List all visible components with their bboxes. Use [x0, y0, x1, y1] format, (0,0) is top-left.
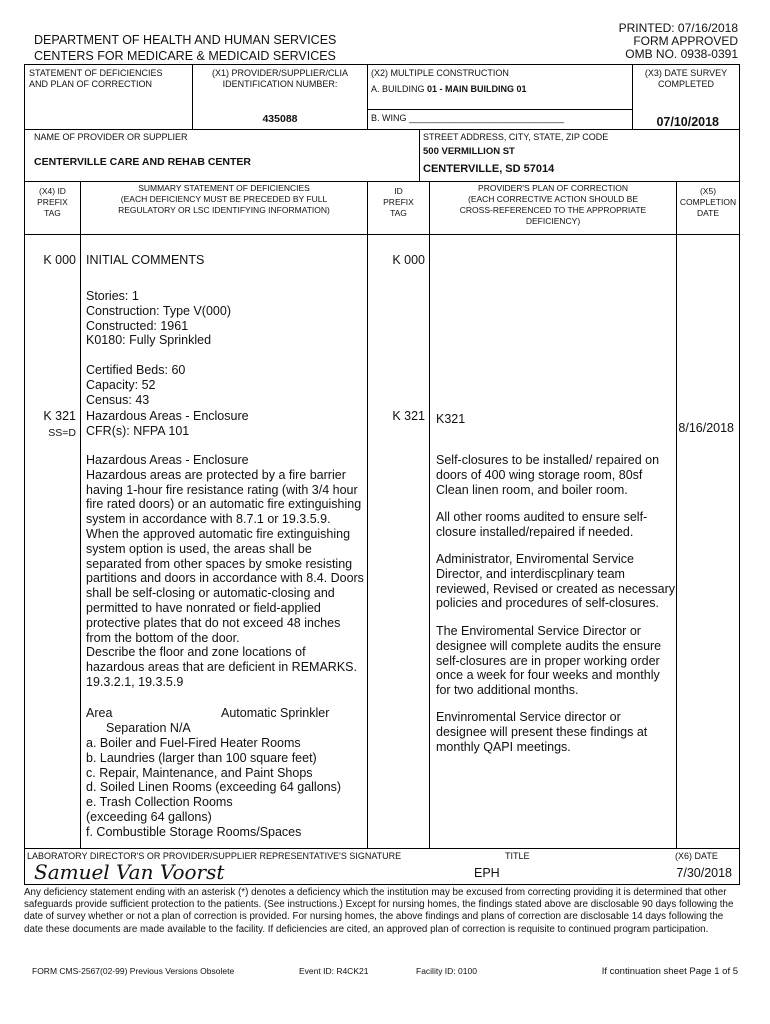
plan-title: K321 [436, 412, 466, 426]
x5-header: (X5) COMPLETION DATE [679, 186, 737, 218]
signature-date: 7/30/2018 [676, 866, 732, 880]
id-header: ID PREFIX TAG [383, 186, 414, 218]
signature-label: LABORATORY DIRECTOR'S OR PROVIDER/SUPPLIER REPRESENTATIVE'S SIGNATURE [27, 851, 402, 861]
hazard-area-list: a. Boiler and Fuel-Fired Heater Rooms b. Laundries (larger than 100 square feet) c. Repair, Maintenance, and Paint Shops d. Soiled Linen Rooms (exceeding 64 gallons) e. Trash Collection Rooms (exceeding 64 gallons) f. Combustible Storage Rooms/Spaces [86, 736, 342, 839]
printed-date: PRINTED: 07/16/2018 [618, 21, 738, 35]
plan-header: PROVIDER'S PLAN OF CORRECTION (EACH CORRECTIVE ACTION SHOULD BE CROSS-REFERENCED TO THE APPROPRIATE DEFICIENCY) [459, 183, 647, 226]
wing-line: B. WING _______________________________ [371, 113, 565, 123]
handwritten-signature: Samuel Van Voorst [34, 860, 225, 884]
plan-paragraph-3: Administrator, Enviromental Service Director, and interdiscplinary team reviewed, Revised or created as necessary policies and procedures of self-closures. [436, 552, 676, 611]
survey-completed-date: 07/10/2018 [656, 115, 719, 129]
plan-paragraph-5: Envinromental Service director or designee will present these findings at monthly QAPI meetings. [436, 710, 648, 754]
completion-date: 8/16/2018 [678, 421, 734, 435]
id-k321: K 321 [392, 409, 425, 423]
provider-id-number: 435088 [262, 113, 298, 125]
building-prefix: A. BUILDING [371, 84, 428, 94]
provider-name-label: NAME OF PROVIDER OR SUPPLIER [34, 132, 188, 142]
form-approved: FORM APPROVED [633, 34, 738, 48]
building-info: Stories: 1 Construction: Type V(000) Constructed: 1961 K0180: Fully Sprinkled [86, 289, 231, 348]
page-indicator: If continuation sheet Page 1 of 5 [601, 966, 738, 977]
plan-paragraph-4: The Enviromental Service Director or designee will complete audits the ensure self-closures are in proper working order once a week for four weeks and monthly for two additional months. [436, 624, 662, 698]
id-k000: K 000 [392, 253, 425, 267]
tag-k000: K 000 [43, 253, 76, 267]
area-label: Area [86, 706, 113, 720]
plan-paragraph-1: Self-closures to be installed/ repaired on doors of 400 wing storage room, 80sf Clean linen room, and boiler room. [436, 453, 660, 497]
tag-k321: K 321 [43, 409, 76, 423]
address-label: STREET ADDRESS, CITY, STATE, ZIP CODE [423, 132, 609, 142]
scope-severity: SS=D [48, 427, 76, 439]
event-id: Event ID: R4CK21 [299, 966, 369, 976]
signer-title: EPH [474, 866, 500, 880]
department-name: DEPARTMENT OF HEALTH AND HUMAN SERVICES [34, 33, 337, 47]
department-heading [34, 32, 336, 64]
x1-label: (X1) PROVIDER/SUPPLIER/CLIA IDENTIFICATION NUMBER: [211, 68, 349, 89]
date-label: (X6) DATE [675, 851, 718, 861]
initial-comments-heading: INITIAL COMMENTS [86, 253, 205, 267]
x2-label: (X2) MULTIPLE CONSTRUCTION [371, 68, 509, 78]
facility-id: Facility ID: 0100 [416, 966, 477, 976]
building-line [371, 84, 527, 95]
deficiency-text: Hazardous Areas - Enclosure Hazardous areas are protected by a fire barrier having 1-hour fire resistance rating (with 3/4 hour fire rated doors) or an automatic fire extinguishing system in accordance with 8.7.1 or 19.3.5.9. When the approved automatic fire extinguishing system option is used, the areas shall be separated from other spaces by smoke resisting partitions and doors in accordance with 8.4. Doors shall be self-closing or automatic-closing and permitted to have nonrated or field-applied protective plates that do not exceed 48 inches from the bottom of the door. Describe the floor and zone locations of hazardous areas that are deficient in REMARKS. 19.3.2.1, 19.3.5.9 [86, 453, 364, 689]
street-address: 500 VERMILLION ST [423, 146, 515, 157]
census-info: Certified Beds: 60 Capacity: 52 Census: 43 [86, 363, 186, 407]
title-label: TITLE [505, 851, 530, 861]
k321-title: Hazardous Areas - Enclosure CFR(s): NFPA 101 [86, 409, 249, 438]
provider-name: CENTERVILLE CARE AND REHAB CENTER [34, 156, 252, 168]
x3-label: (X3) DATE SURVEY COMPLETED [644, 68, 728, 89]
sprinkler-label: Automatic Sprinkler [221, 706, 330, 720]
disclaimer-text: Any deficiency statement ending with an asterisk (*) denotes a deficiency which the institution may be excused from correcting providing it is determined that other safeguards provide sufficient protection to the patients. (See instructions.) Except for nursing homes, the findings stated above are disclosable 90 days following the date of survey whether or not a plan of correction is provided. For nursing homes, the above findings and plans of correction are disclosable 14 days following the date these documents are made available to the facility. If deficiencies are cited, an approved plan of correction is requisite to continued program participation. [24, 887, 734, 935]
building-value: 01 - MAIN BUILDING 01 [427, 84, 527, 94]
agency-name: CENTERS FOR MEDICARE & MEDICAID SERVICES [34, 49, 336, 63]
form-number: FORM CMS-2567(02-99) Previous Versions Obsolete [32, 966, 235, 976]
summary-header: SUMMARY STATEMENT OF DEFICIENCIES (EACH DEFICIENCY MUST BE PRECEDED BY FULL REGULATORY OR LSC IDENTIFYING INFORMATION) [118, 183, 330, 215]
plan-paragraph-2: All other rooms audited to ensure self-closure installed/repaired if needed. [436, 510, 648, 539]
x4-header: (X4) ID PREFIX TAG [37, 186, 68, 218]
form-header-right [560, 22, 738, 61]
omb-number: OMB NO. 0938-0391 [625, 47, 738, 61]
statement-label: STATEMENT OF DEFICIENCIES AND PLAN OF CORRECTION [29, 68, 163, 89]
separation-label: Separation N/A [106, 721, 191, 735]
city-state-zip: CENTERVILLE, SD 57014 [423, 163, 555, 175]
